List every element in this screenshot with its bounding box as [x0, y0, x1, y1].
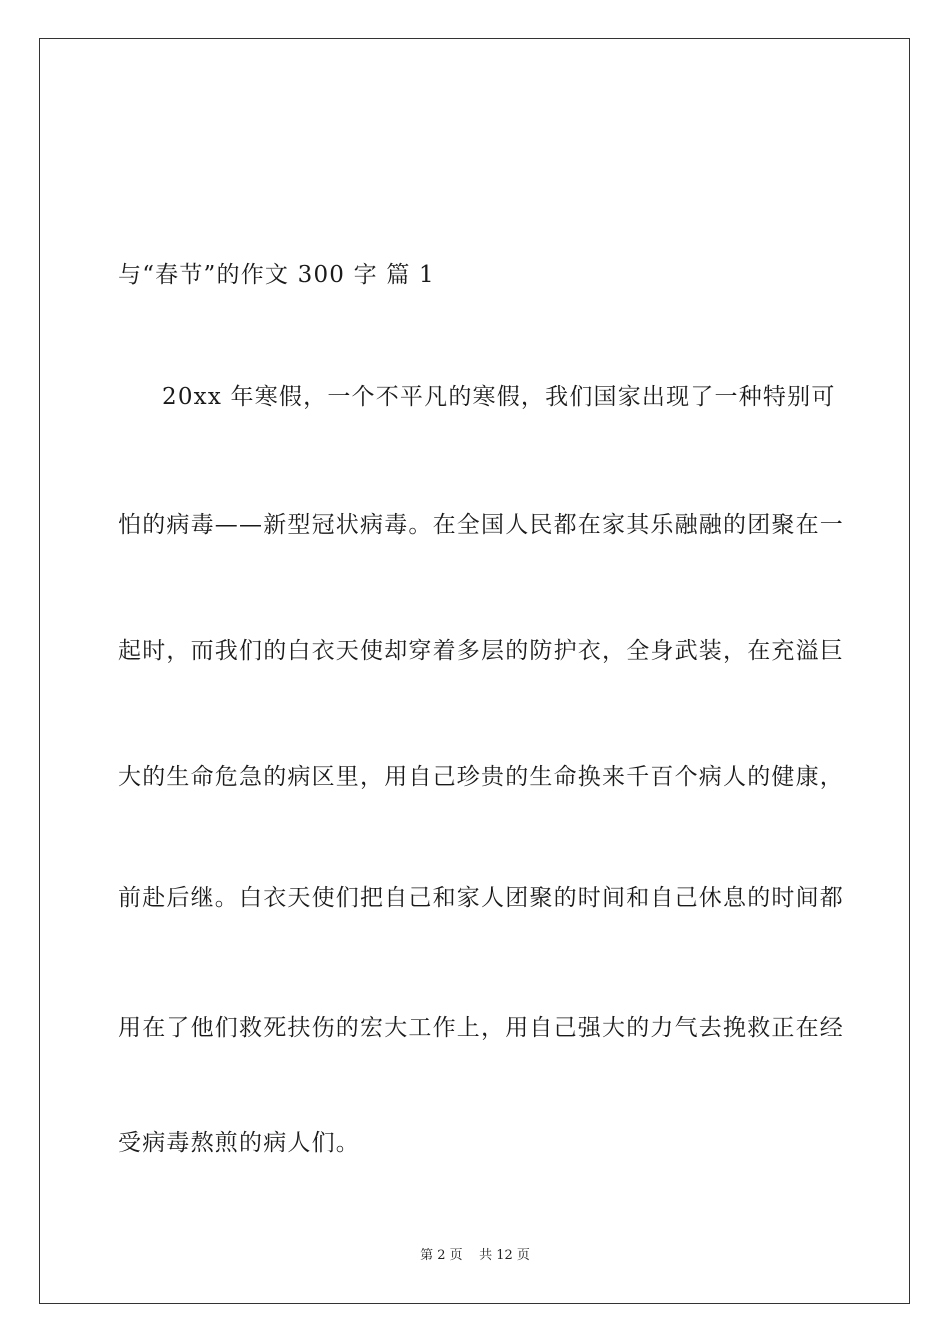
body-line-4: 大的生命危急的病区里，用自己珍贵的生命换来千百个病人的健康， — [118, 764, 844, 790]
body-line-2: 怕的病毒——新型冠状病毒。在全国人民都在家其乐融融的团聚在一 — [118, 512, 844, 538]
body-line-5: 前赴后继。白衣天使们把自己和家人团聚的时间和自己休息的时间都 — [118, 885, 844, 911]
page-border — [39, 38, 910, 1304]
body-line-3: 起时，而我们的白衣天使却穿着多层的防护衣，全身武装，在充溢巨 — [118, 638, 844, 664]
body-line-7: 受病毒熬煎的病人们。 — [118, 1130, 360, 1156]
body-line-6: 用在了他们救死扶伤的宏大工作上，用自己强大的力气去挽救正在经 — [118, 1015, 844, 1041]
essay-heading: 与“春节”的作文 300 字 篇 1 — [118, 262, 435, 288]
body-line-1: 20xx 年寒假，一个不平凡的寒假，我们国家出现了一种特别可 — [162, 384, 836, 410]
page-number-footer: 第 2 页 共 12 页 — [420, 1248, 530, 1263]
